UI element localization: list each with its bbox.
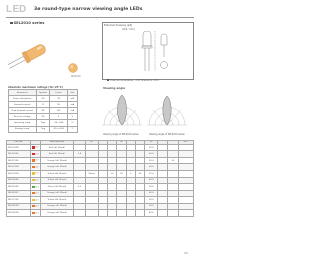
table-cell: 25.0	[145, 170, 158, 177]
bullet-icon	[10, 22, 13, 25]
abs-max-table	[8, 89, 78, 133]
lens-size: 0.7	[35, 146, 39, 149]
table-row	[7, 210, 194, 217]
header-cell: IV	[145, 141, 158, 145]
table-cell: 2.0	[74, 184, 85, 191]
table-cell: Orange (dif. Mixed)	[40, 157, 74, 164]
table-cell: Red (dif. Mixed)	[40, 151, 74, 158]
table-cell: Yellow (dif. Mixed)	[40, 197, 74, 204]
table-cell: 90.0	[145, 203, 158, 210]
lens-size: 0.7	[35, 159, 39, 162]
table-cell: 30.0	[145, 197, 158, 204]
table-cell: mW	[67, 96, 77, 102]
table-cell: 1.8	[74, 151, 85, 158]
outline-flange	[142, 46, 152, 48]
outline-top-view	[161, 62, 168, 69]
table-cell: 30.0	[145, 144, 158, 151]
abs-max-title: Absolute maximum ratings (Ta=25°C)	[8, 86, 63, 89]
led-front-view	[69, 64, 78, 73]
header-cell: Limits	[50, 90, 67, 96]
table-cell: Yellow (dif. Mixed)	[40, 177, 74, 184]
table-cell	[74, 210, 85, 217]
polar-chart-left	[102, 95, 142, 125]
viewing-angle-title: Viewing angle	[103, 86, 126, 90]
dimension-unit: (Unit : mm)	[122, 28, 135, 31]
viewing-angle-charts	[100, 89, 190, 130]
table-cell: 20	[117, 170, 126, 177]
lens-size: 0.7	[35, 199, 39, 202]
lens-size: 0.7	[35, 173, 39, 176]
table-cell: Orange (dif. Mixed)	[40, 190, 74, 197]
table-cell	[167, 210, 178, 217]
table-cell: Red (dif. Mixed)	[40, 144, 74, 151]
table-cell	[117, 210, 126, 217]
table-cell: Tstg	[36, 126, 50, 132]
table-cell: °C	[67, 120, 77, 126]
header-cell: Unit	[67, 90, 77, 96]
table-cell: 100	[50, 108, 67, 114]
polar-chart-right	[147, 96, 187, 125]
series-label: SEL2010 series	[13, 21, 45, 25]
table-cell: Yellow	[85, 170, 98, 177]
table-cell: °C	[67, 126, 77, 132]
outline-dome	[143, 31, 151, 46]
table-cell: 30.0	[145, 184, 158, 191]
table-cell: -30~+100	[50, 126, 67, 132]
table-cell: Storage temp.	[9, 126, 37, 132]
dimension-drawing	[128, 31, 174, 72]
table-cell: Reverse voltage	[9, 114, 37, 120]
dimension-note	[107, 79, 159, 82]
table-cell	[135, 210, 144, 217]
series-heading	[10, 21, 44, 25]
table-cell: V	[67, 114, 77, 120]
dimension-title: External drawing (φ3)	[104, 24, 133, 27]
table-cell: Yellow (dif. Mixed)	[40, 170, 74, 177]
table-cell: Forward current	[9, 102, 37, 108]
table-cell: SEL2810D	[7, 203, 31, 210]
viewing-angle-caption: Viewing angle of SEL2010 series	[103, 133, 139, 136]
table-cell: SEL2110E	[7, 157, 31, 164]
table-cell: 30	[50, 102, 67, 108]
header-cell: Part No.	[7, 141, 31, 145]
table-cell: SEL2710K	[7, 197, 31, 204]
table-cell: mA	[67, 102, 77, 108]
lens-size: 0.7	[35, 179, 39, 182]
table-cell: Power dissipation	[9, 96, 37, 102]
table-cell: PD	[36, 96, 50, 102]
table-cell: Operating temp.	[9, 120, 37, 126]
table-cell: 5	[126, 170, 135, 177]
led-logo	[6, 5, 27, 15]
table-cell: Peak forward current	[9, 108, 37, 114]
table-cell: 60.0	[145, 190, 158, 197]
lens-size: 0.7	[35, 186, 39, 189]
table-cell: SEL2610C	[7, 190, 31, 197]
table-cell	[98, 210, 107, 217]
table-cell: IFP	[36, 108, 50, 114]
lens-size: 0.7	[35, 205, 39, 208]
header-cell: 2θ½	[178, 141, 193, 145]
logo-letter: D	[19, 4, 27, 15]
table-cell: 55.0	[145, 157, 158, 164]
table-cell: 78	[50, 96, 67, 102]
table-cell: Orange (dif. Mixed)	[40, 203, 74, 210]
table-cell: mA	[67, 108, 77, 114]
table-cell	[31, 210, 40, 217]
characteristics-table	[6, 140, 194, 217]
page-title: 3ø round-type narrow viewing angle LEDs	[34, 7, 143, 12]
page-number: 23	[184, 251, 188, 255]
table-cell: 60.0	[145, 164, 158, 171]
polar-lobe	[117, 95, 126, 125]
header-cell: Parameter	[9, 90, 37, 96]
led-lead-anode	[8, 56, 24, 67]
dimension-note-text: External dimensions : mm Tolerance: ±0.3	[110, 79, 159, 82]
table-cell: 30	[135, 170, 144, 177]
led-product-photo	[8, 30, 94, 79]
table-cell: SEL2410E	[7, 177, 31, 184]
table-cell	[158, 210, 167, 217]
table-cell	[126, 210, 135, 217]
lens-size: 0.7	[35, 153, 39, 156]
table-cell: Green (dif. Mixed)	[40, 184, 74, 191]
table-cell: SEL2510E	[7, 184, 31, 191]
outline-side-dome	[161, 34, 167, 45]
table-cell	[85, 210, 98, 217]
square-bullet-icon	[107, 79, 109, 81]
lens-size: 0.7	[35, 166, 39, 169]
header-cell: Symbol	[36, 90, 50, 96]
title-rule	[6, 17, 194, 18]
table-cell: Orange (dif. Mixed)	[40, 164, 74, 171]
lens-size: 0.7	[35, 192, 39, 195]
table-cell: SEL2010R	[7, 144, 31, 151]
table-cell: 2.0	[107, 170, 116, 177]
table-cell: -25~+80	[50, 120, 67, 126]
part-caption: SEL2010	[71, 75, 81, 78]
table-cell: SEL2010E	[7, 151, 31, 158]
table-cell	[107, 210, 116, 217]
table-cell	[178, 210, 193, 217]
logo-letter: L	[6, 4, 13, 15]
lens-size: 0.7	[35, 212, 39, 215]
header-cell: VF	[85, 141, 98, 145]
polar-lobe	[163, 96, 171, 125]
table-cell: SEL2210D	[7, 164, 31, 171]
table-cell: SEL2310D	[7, 170, 31, 177]
header-cell: λP	[117, 141, 126, 145]
logo-letter: E	[12, 4, 20, 15]
table-cell: 30	[167, 157, 178, 164]
table-cell: 60.0	[145, 151, 158, 158]
header-cell: Emitting color	[40, 141, 74, 145]
table-cell: Orange (dif. Mixed)	[40, 210, 74, 217]
table-cell: 40.0	[145, 210, 158, 217]
table-cell: SEL2910D	[7, 210, 31, 217]
table-cell: 5	[50, 114, 67, 120]
table-cell: VR	[36, 114, 50, 120]
led-lead-cathode	[10, 60, 26, 68]
viewing-angle-caption: Viewing angle of SEL2010 series	[149, 133, 185, 136]
table-cell: Topr	[36, 120, 50, 126]
table-cell: 60.0	[145, 177, 158, 184]
table-row	[9, 126, 78, 132]
table-cell: IF	[36, 102, 50, 108]
